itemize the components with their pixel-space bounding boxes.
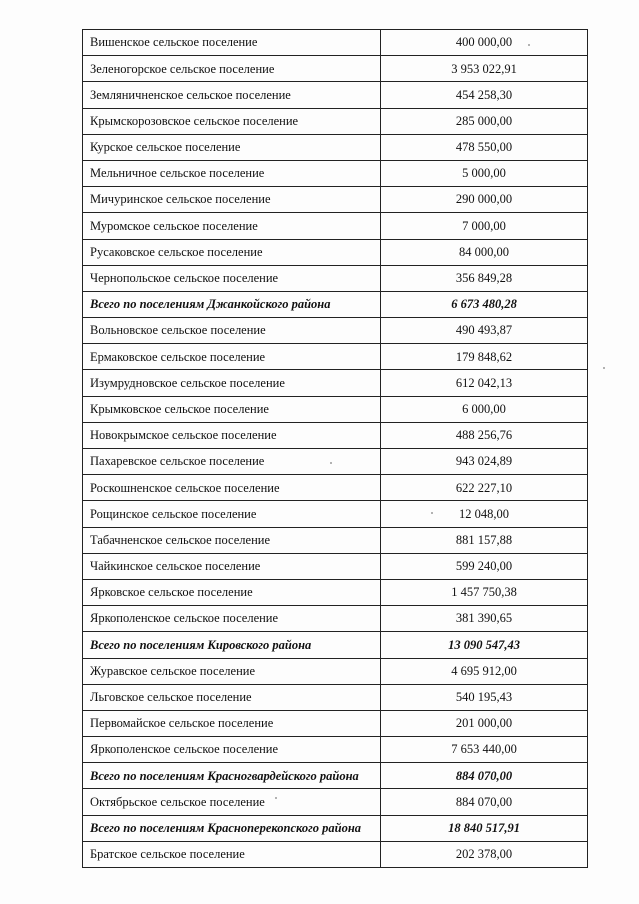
scan-speck: [528, 44, 530, 46]
table-row: [83, 841, 588, 867]
settlement-name: Ермаковское сельское поселение: [83, 344, 381, 370]
settlement-name: Русаковское сельское поселение: [83, 239, 381, 265]
amount-value: 4 695 912,00: [381, 658, 588, 684]
amount-value: 478 550,00: [381, 134, 588, 160]
settlement-name: Изумрудновское сельское поселение: [83, 370, 381, 396]
district-total-label: Всего по поселениям Джанкойского района: [83, 291, 381, 317]
settlement-name: Мельничное сельское поселение: [83, 160, 381, 186]
settlement-name: Курское сельское поселение: [83, 134, 381, 160]
settlement-name: Вишенское сельское поселение: [83, 30, 381, 56]
allocation-table: [82, 29, 588, 868]
table-row: [83, 134, 588, 160]
table-row: [83, 265, 588, 291]
table-row: [83, 710, 588, 736]
district-total-amount: 18 840 517,91: [381, 815, 588, 841]
amount-value: 599 240,00: [381, 553, 588, 579]
amount-value: 5 000,00: [381, 160, 588, 186]
district-total-amount: 13 090 547,43: [381, 632, 588, 658]
table-row: [83, 370, 588, 396]
settlement-name: Ярковское сельское поселение: [83, 579, 381, 605]
amount-value: 290 000,00: [381, 187, 588, 213]
settlement-name: Братское сельское поселение: [83, 841, 381, 867]
table-row: [83, 239, 588, 265]
table-row: [83, 213, 588, 239]
settlement-name: Зеленогорское сельское поселение: [83, 56, 381, 82]
table-row: [83, 553, 588, 579]
amount-value: 622 227,10: [381, 475, 588, 501]
amount-value: 490 493,87: [381, 318, 588, 344]
table-row: [83, 108, 588, 134]
amount-value: 488 256,76: [381, 422, 588, 448]
amount-value: 12 048,00: [381, 501, 588, 527]
table-row: [83, 475, 588, 501]
amount-value: 943 024,89: [381, 449, 588, 475]
settlement-name: Крымковское сельское поселение: [83, 396, 381, 422]
table-row: [83, 422, 588, 448]
settlement-name: Чайкинское сельское поселение: [83, 553, 381, 579]
table-row: [83, 160, 588, 186]
settlement-name: Яркополенское сельское поселение: [83, 737, 381, 763]
district-total-row: [83, 632, 588, 658]
amount-value: 201 000,00: [381, 710, 588, 736]
settlement-name: Земляничненское сельское поселение: [83, 82, 381, 108]
table-row: [83, 579, 588, 605]
settlement-name: Табачненское сельское поселение: [83, 527, 381, 553]
scan-speck: [603, 367, 605, 369]
table-row: [83, 396, 588, 422]
settlement-name: Пахаревское сельское поселение: [83, 449, 381, 475]
amount-value: 202 378,00: [381, 841, 588, 867]
settlement-name: Яркополенское сельское поселение: [83, 606, 381, 632]
table-row: [83, 527, 588, 553]
amount-value: 84 000,00: [381, 239, 588, 265]
amount-value: 454 258,30: [381, 82, 588, 108]
table-row: [83, 30, 588, 56]
district-total-label: Всего по поселениям Красноперекопского района: [83, 815, 381, 841]
table-row: [83, 658, 588, 684]
district-total-row: [83, 815, 588, 841]
table-row: [83, 56, 588, 82]
amount-value: 7 653 440,00: [381, 737, 588, 763]
amount-value: 881 157,88: [381, 527, 588, 553]
settlement-name: Новокрымское сельское поселение: [83, 422, 381, 448]
settlement-name: Мичуринское сельское поселение: [83, 187, 381, 213]
table-row: [83, 737, 588, 763]
district-total-row: [83, 291, 588, 317]
amount-value: 285 000,00: [381, 108, 588, 134]
amount-value: 3 953 022,91: [381, 56, 588, 82]
settlement-name: Первомайское сельское поселение: [83, 710, 381, 736]
table-row: [83, 501, 588, 527]
table-row: [83, 449, 588, 475]
table-row: [83, 789, 588, 815]
table-row: [83, 606, 588, 632]
district-total-amount: 884 070,00: [381, 763, 588, 789]
settlement-name: Крымскорозовское сельское поселение: [83, 108, 381, 134]
table-row: [83, 344, 588, 370]
scan-speck: [275, 797, 277, 799]
district-total-label: Всего по поселениям Красногвардейского района: [83, 763, 381, 789]
amount-value: 1 457 750,38: [381, 579, 588, 605]
amount-value: 540 195,43: [381, 684, 588, 710]
amount-value: 612 042,13: [381, 370, 588, 396]
scan-speck: [330, 462, 332, 464]
amount-value: 7 000,00: [381, 213, 588, 239]
amount-value: 356 849,28: [381, 265, 588, 291]
settlement-name: Журавское сельское поселение: [83, 658, 381, 684]
table-row: [83, 684, 588, 710]
settlement-name: Чернопольское сельское поселение: [83, 265, 381, 291]
settlement-name: Муромское сельское поселение: [83, 213, 381, 239]
settlement-name: Октябрьское сельское поселение: [83, 789, 381, 815]
district-total-amount: 6 673 480,28: [381, 291, 588, 317]
table-body: [83, 30, 588, 868]
amount-value: 6 000,00: [381, 396, 588, 422]
amount-value: 179 848,62: [381, 344, 588, 370]
scan-speck: [431, 512, 433, 514]
amount-value: 884 070,00: [381, 789, 588, 815]
amount-value: 381 390,65: [381, 606, 588, 632]
table-row: [83, 187, 588, 213]
table-row: [83, 318, 588, 344]
settlement-name: Вольновское сельское поселение: [83, 318, 381, 344]
settlement-name: Рощинское сельское поселение: [83, 501, 381, 527]
table-row: [83, 82, 588, 108]
settlement-name: Роскошненское сельское поселение: [83, 475, 381, 501]
district-total-row: [83, 763, 588, 789]
settlement-name: Льговское сельское поселение: [83, 684, 381, 710]
amount-value: 400 000,00: [381, 30, 588, 56]
district-total-label: Всего по поселениям Кировского района: [83, 632, 381, 658]
